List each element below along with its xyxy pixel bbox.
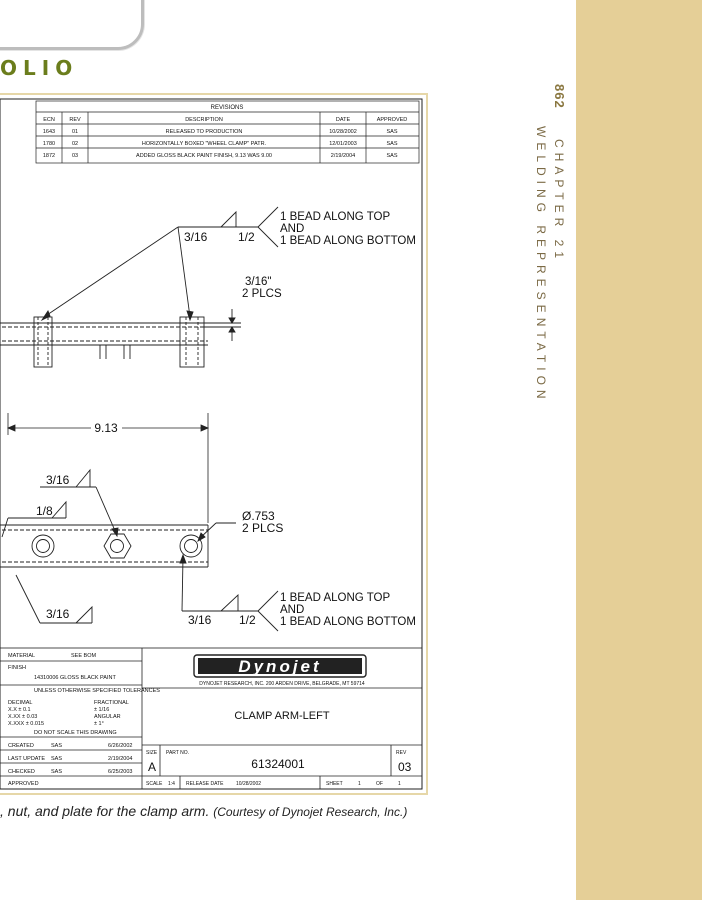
part-title: CLAMP ARM-LEFT [234,710,330,722]
part-no-label: PART NO. [166,750,190,756]
checked-by: SAS [51,769,63,775]
top-view-part [0,309,241,367]
sheet-value: 1 [358,781,361,787]
weld-bottom-length: 1/2 [239,613,256,627]
tol-fraction-label: FRACTIONAL [94,700,129,706]
table-cell: 1643 [42,129,56,135]
chapter-label: CHAPTER 21 [552,138,566,263]
weld-bottom-note-1: 1 BEAD ALONG TOP [280,592,391,604]
created-by: SAS [51,743,63,749]
table-cell: 03 [71,153,79,159]
page-number: 862 [552,84,567,109]
table-cell: SAS [386,129,398,135]
table-cell: 2/19/2004 [330,153,356,159]
scale-label: SCALE [146,781,163,787]
sheet-label: SHEET [326,781,343,787]
engineering-drawing [0,93,428,795]
rev-header-date: DATE [335,117,351,123]
hole-count: 2 PLCS [242,521,284,535]
caption-text: , nut, and plate for the clamp arm. [0,803,210,819]
table-cell: 1872 [42,153,56,159]
company-address: DYNOJET RESEARCH, INC. 200 ARDEN DRIVE, BELGRADE, MT 59714 [199,681,365,687]
weld-top-size: 3/16 [184,230,208,244]
tol-decimal-2: X.XX ± 0.03 [8,714,38,720]
tol-angular-label: ANGULAR [94,714,121,720]
weld-c-size: 3/16 [46,607,70,621]
weld-b-size: 1/8 [36,504,53,518]
length-dim-value: 9.13 [94,421,118,435]
table-cell: 1780 [42,141,56,147]
table-cell: RELEASED TO PRODUCTION [165,129,243,135]
finish-value: 14310006 GLOSS BLACK PAINT [34,675,116,681]
front-view-part [0,525,208,567]
part-no-value: 61324001 [251,757,305,771]
size-value: A [148,760,157,774]
scale-value: 1:4 [168,781,175,787]
update-by: SAS [51,756,63,762]
chapter-topic: WELDING REPRESENTATION [534,126,548,404]
material-value: SEE BOM [71,653,97,659]
of-label: OF [376,781,383,787]
rev-header-ecn: ECN [43,117,55,123]
weld-top-note-2: AND [280,223,305,235]
rev-header-description: DESCRIPTION [185,117,223,123]
rev-label: REV [396,750,407,756]
weld-top-note-1: 1 BEAD ALONG TOP [280,211,391,223]
release-label: RELEASE DATE [186,781,224,787]
checked-label: CHECKED [8,769,35,775]
weld-bottom-note-2: AND [280,604,305,616]
rev-header-rev: REV [69,117,81,123]
hole-diameter: Ø.753 [242,509,275,523]
weld-top-note-3: 1 BEAD ALONG BOTTOM [280,235,416,247]
dynojet-logo [194,655,366,677]
side-dim-count: 2 PLCS [242,288,282,300]
created-date: 6/26/2002 [108,743,133,749]
approved-label: APPROVED [8,781,39,787]
of-value: 1 [398,781,401,787]
no-scale-note: DO NOT SCALE THIS DRAWING [34,730,117,736]
rev-value: 03 [398,760,412,774]
revisions-title: REVISIONS [210,105,244,111]
table-cell: HORIZONTALLY BOXED "WHEEL CLAMP" PATR. [141,141,267,147]
table-cell: ADDED GLOSS BLACK PAINT FINISH, 9.13 WAS 9.00 [136,153,272,159]
table-cell: SAS [386,153,398,159]
checked-date: 6/25/2003 [108,769,133,775]
chapter-running-head [532,84,567,514]
drawing-canvas [0,95,426,793]
table-cell: 12/01/2003 [329,141,357,147]
weld-symbol-b [2,502,66,537]
weld-bottom-size: 3/16 [188,613,212,627]
size-label: SIZE [146,750,158,756]
rev-header-approved: APPROVED [376,117,408,123]
chapter-sidebar [576,0,702,900]
tol-decimal-label: DECIMAL [8,700,33,706]
page-tab [0,0,144,50]
weld-a-size: 3/16 [46,473,70,487]
section-header: OLIO [0,56,79,80]
release-value: 10/28/2002 [236,781,262,787]
figure-caption [0,803,407,819]
tol-fraction-value: ± 1/16 [94,707,110,713]
tol-decimal-3: X.XXX ± 0.015 [8,721,45,727]
weld-bottom-note-3: 1 BEAD ALONG BOTTOM [280,616,416,628]
material-label: MATERIAL [8,653,36,659]
caption-credit: (Courtesy of Dynojet Research, Inc.) [213,805,408,819]
weld-top-length: 1/2 [238,230,255,244]
update-date: 2/19/2004 [108,756,133,762]
weld-symbol-top [42,207,278,320]
table-cell: 01 [71,129,79,135]
finish-label: FINISH [8,665,27,671]
hole-callout [198,523,236,541]
logo-text: Dynojet [238,657,322,676]
table-cell: 10/28/2002 [329,129,357,135]
table-cell: SAS [386,141,398,147]
update-label: LAST UPDATE [8,756,46,762]
created-label: CREATED [8,743,34,749]
tol-decimal-1: X.X ± 0.1 [8,707,31,713]
tolerance-header: UNLESS OTHERWISE SPECIFIED TOLERANCES [34,688,160,694]
table-cell: 02 [71,141,79,147]
side-dim-value: 3/16" [245,276,272,288]
tol-angular-value: ± 1° [94,721,104,727]
